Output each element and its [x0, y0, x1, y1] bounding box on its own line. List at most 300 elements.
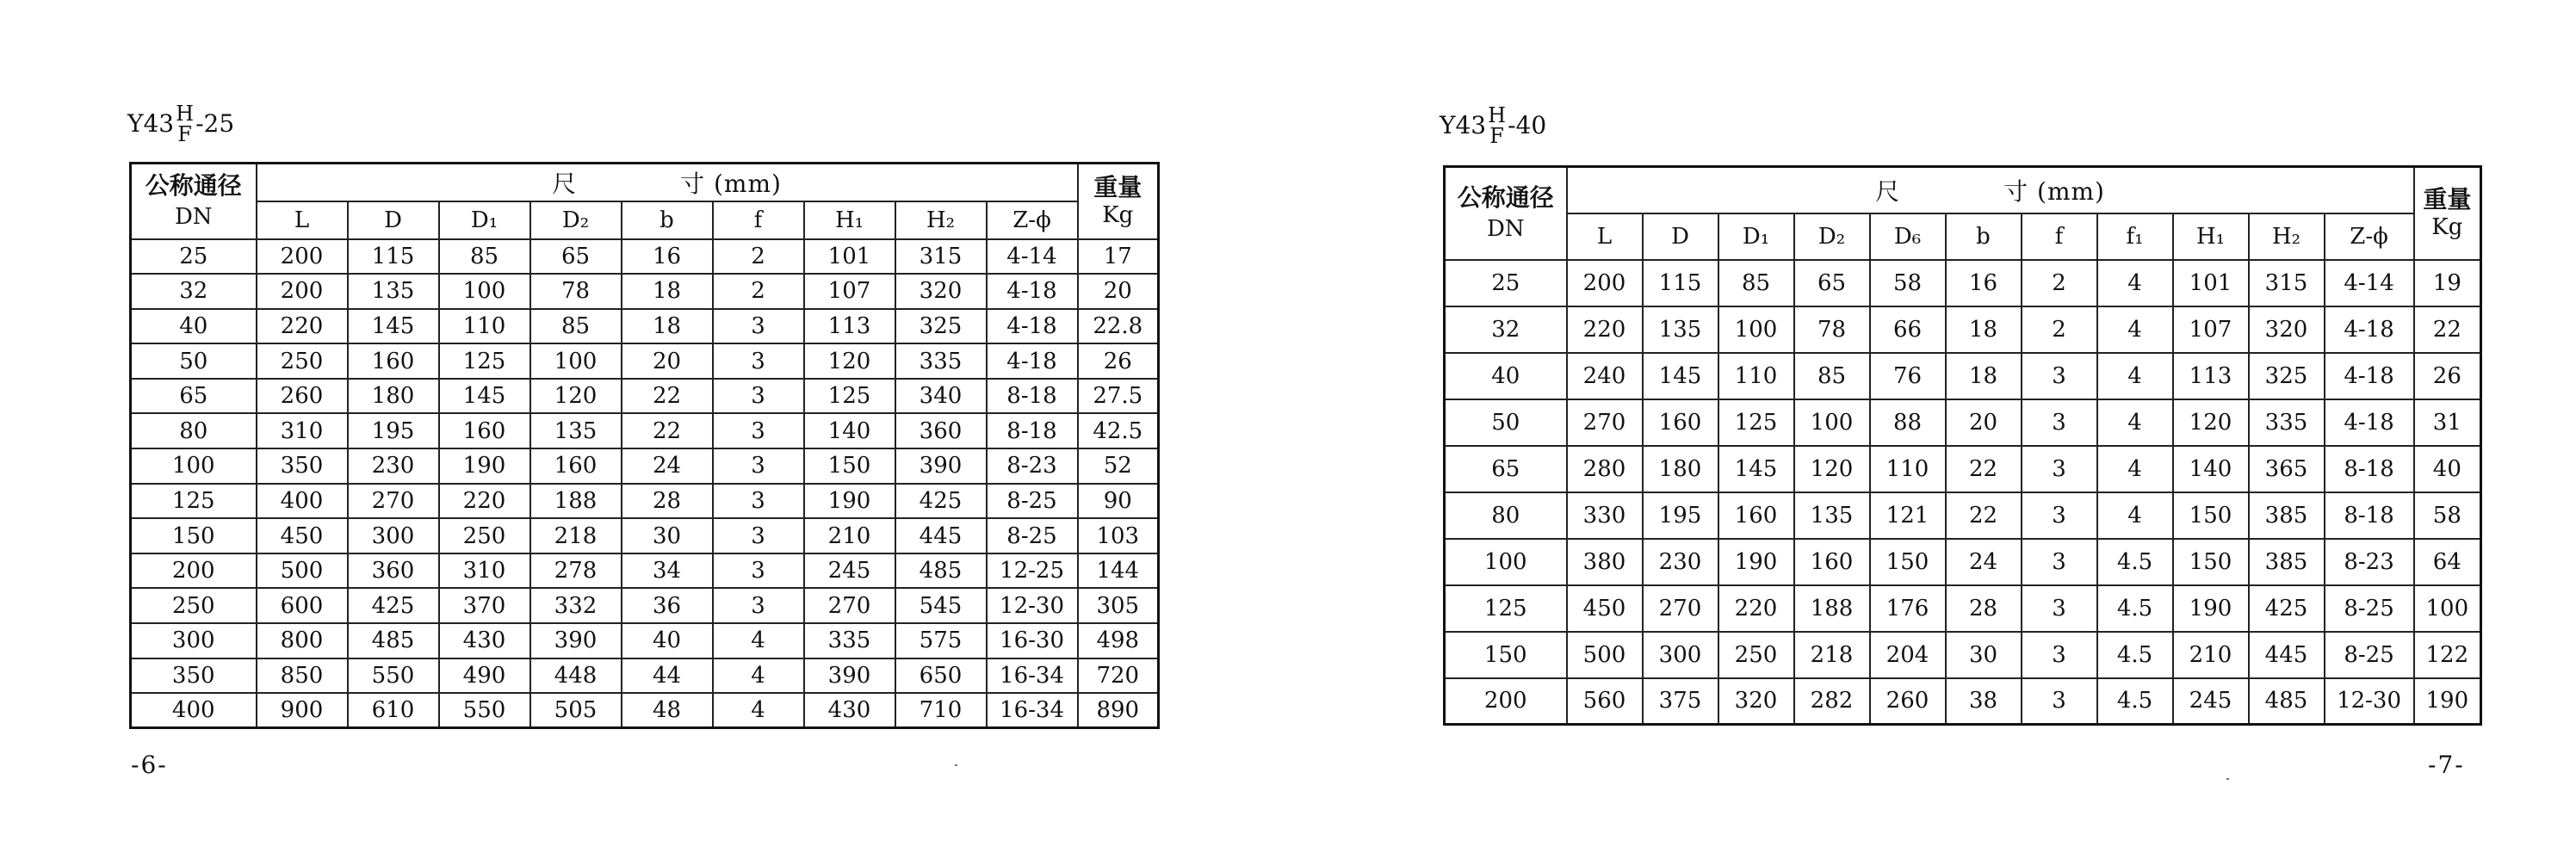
table-cell: 100: [1794, 399, 1870, 446]
right-header-row-2: [1445, 213, 2481, 260]
table-row: [131, 518, 1159, 553]
table-cell: 120: [804, 343, 895, 379]
table-cell: 200: [257, 239, 348, 275]
table-cell: 20: [1078, 274, 1159, 309]
left-model-title: [127, 103, 234, 145]
table-cell: 500: [257, 553, 348, 589]
table-cell: 150: [2173, 539, 2249, 585]
table-cell: 4: [2097, 353, 2173, 399]
table-cell: 101: [2173, 260, 2249, 306]
left-model-sub: F: [177, 122, 192, 146]
table-cell: 188: [530, 484, 622, 519]
right-table-body: [1445, 260, 2481, 725]
table-cell: 4: [713, 693, 804, 728]
table-row: [131, 379, 1159, 414]
table-cell: 8-18: [987, 379, 1078, 414]
table-cell: 12-25: [987, 553, 1078, 589]
table-cell: 485: [895, 553, 987, 589]
table-row: [131, 413, 1159, 448]
table-cell: 230: [348, 448, 439, 484]
table-cell: 320: [1718, 678, 1794, 725]
table-cell: 110: [1718, 353, 1794, 399]
table-cell: 2: [2022, 260, 2097, 306]
table-cell: 445: [2249, 632, 2325, 678]
table-cell: 140: [2173, 446, 2249, 492]
table-cell: 8-18: [987, 413, 1078, 448]
table-cell: 385: [2249, 492, 2325, 539]
table-cell: 8-25: [2325, 585, 2414, 632]
table-cell: 80: [1445, 492, 1567, 539]
table-cell: 4: [713, 658, 804, 694]
table-cell: 3: [713, 309, 804, 344]
table-cell: 850: [257, 658, 348, 694]
table-cell: 22: [622, 379, 713, 414]
table-cell: 250: [439, 518, 530, 553]
table-cell: 78: [1794, 306, 1870, 353]
table-cell: 370: [439, 588, 530, 623]
left-dn-header: [131, 164, 257, 239]
table-cell: 58: [2414, 492, 2481, 539]
table-cell: 245: [804, 553, 895, 589]
table-cell: 240: [1567, 353, 1643, 399]
table-cell: 430: [804, 693, 895, 728]
right-dn-header-label: DN: [1486, 216, 1525, 243]
table-cell: 125: [439, 343, 530, 379]
table-cell: 220: [1718, 585, 1794, 632]
right-col-header: H₁: [2173, 213, 2249, 260]
table-cell: 16: [622, 239, 713, 275]
right-dn-header-cn: 公称通径: [1457, 183, 1554, 213]
table-cell: 3: [2022, 399, 2097, 446]
left-weight-header-unit: Kg: [1102, 202, 1134, 229]
table-cell: 160: [1643, 399, 1718, 446]
left-dn-header-cn: 公称通径: [145, 171, 242, 201]
table-cell: 135: [530, 413, 622, 448]
table-cell: 4.5: [2097, 678, 2173, 725]
table-row: [131, 658, 1159, 694]
table-cell: 140: [804, 413, 895, 448]
table-cell: 8-25: [2325, 632, 2414, 678]
table-cell: 145: [348, 309, 439, 344]
table-row: [131, 588, 1159, 623]
table-cell: 90: [1078, 484, 1159, 519]
right-model-suffix: -40: [1508, 111, 1547, 139]
table-cell: 4-14: [2325, 260, 2414, 306]
table-row: [131, 693, 1159, 728]
table-cell: 250: [1718, 632, 1794, 678]
table-cell: 320: [895, 274, 987, 309]
table-cell: 650: [895, 658, 987, 694]
right-col-header: Z-ϕ: [2325, 213, 2414, 260]
table-row: [131, 309, 1159, 344]
table-cell: 300: [1643, 632, 1718, 678]
table-row: [1445, 399, 2481, 446]
right-col-header: D: [1643, 213, 1718, 260]
table-cell: 135: [1643, 306, 1718, 353]
table-cell: 66: [1870, 306, 1946, 353]
right-col-header: L: [1567, 213, 1643, 260]
table-cell: 900: [257, 693, 348, 728]
table-cell: 500: [1567, 632, 1643, 678]
table-row: [131, 274, 1159, 309]
table-cell: 300: [131, 623, 257, 658]
table-cell: 332: [530, 588, 622, 623]
table-cell: 260: [1870, 678, 1946, 725]
table-cell: 4: [713, 623, 804, 658]
table-cell: 350: [257, 448, 348, 484]
table-cell: 2: [713, 274, 804, 309]
table-cell: 4-18: [2325, 306, 2414, 353]
right-dimension-cn2: 寸: [2003, 176, 2029, 206]
table-row: [1445, 492, 2481, 539]
table-cell: 18: [1946, 353, 2022, 399]
table-cell: 188: [1794, 585, 1870, 632]
table-cell: 220: [1567, 306, 1643, 353]
table-cell: 4: [2097, 492, 2173, 539]
table-cell: 3: [2022, 446, 2097, 492]
table-cell: 22.8: [1078, 309, 1159, 344]
left-page-speck: [955, 764, 957, 766]
table-cell: 498: [1078, 623, 1159, 658]
left-dn-header-label: DN: [174, 204, 213, 231]
table-cell: 16-30: [987, 623, 1078, 658]
table-cell: 125: [1718, 399, 1794, 446]
table-cell: 220: [257, 309, 348, 344]
table-cell: 505: [530, 693, 622, 728]
table-cell: 100: [2414, 585, 2481, 632]
table-cell: 270: [348, 484, 439, 519]
table-cell: 30: [622, 518, 713, 553]
table-cell: 26: [2414, 353, 2481, 399]
table-cell: 335: [804, 623, 895, 658]
table-cell: 180: [1643, 446, 1718, 492]
table-cell: 42.5: [1078, 413, 1159, 448]
table-row: [131, 343, 1159, 379]
table-cell: 425: [895, 484, 987, 519]
table-cell: 195: [348, 413, 439, 448]
table-cell: 380: [1567, 539, 1643, 585]
table-cell: 3: [713, 553, 804, 589]
table-cell: 38: [1946, 678, 2022, 725]
table-cell: 31: [2414, 399, 2481, 446]
table-cell: 58: [1870, 260, 1946, 306]
table-cell: 350: [131, 658, 257, 694]
table-cell: 22: [1946, 492, 2022, 539]
table-row: [1445, 446, 2481, 492]
table-cell: 450: [1567, 585, 1643, 632]
table-cell: 270: [1643, 585, 1718, 632]
table-cell: 8-25: [987, 518, 1078, 553]
table-cell: 450: [257, 518, 348, 553]
table-row: [1445, 353, 2481, 399]
right-weight-header: [2414, 167, 2481, 260]
table-cell: 12-30: [987, 588, 1078, 623]
table-cell: 160: [1718, 492, 1794, 539]
left-weight-header-cn: 重量: [1093, 173, 1142, 202]
table-cell: 190: [1718, 539, 1794, 585]
table-cell: 125: [1445, 585, 1567, 632]
table-row: [1445, 585, 2481, 632]
table-cell: 145: [439, 379, 530, 414]
table-cell: 121: [1870, 492, 1946, 539]
table-cell: 720: [1078, 658, 1159, 694]
table-cell: 325: [895, 309, 987, 344]
table-cell: 320: [2249, 306, 2325, 353]
table-cell: 36: [622, 588, 713, 623]
table-cell: 245: [2173, 678, 2249, 725]
left-col-header: D₂: [530, 201, 622, 239]
left-col-header: Z-ϕ: [987, 201, 1078, 239]
table-cell: 3: [2022, 539, 2097, 585]
table-cell: 210: [804, 518, 895, 553]
right-model-fraction: [1488, 105, 1506, 146]
table-cell: 280: [1567, 446, 1643, 492]
table-cell: 17: [1078, 239, 1159, 275]
table-cell: 270: [1567, 399, 1643, 446]
table-cell: 485: [2249, 678, 2325, 725]
table-cell: 8-23: [987, 448, 1078, 484]
table-cell: 360: [348, 553, 439, 589]
table-cell: 107: [2173, 306, 2249, 353]
left-dimension-cn2: 寸: [680, 169, 706, 198]
table-cell: 32: [131, 274, 257, 309]
table-cell: 40: [622, 623, 713, 658]
table-cell: 230: [1643, 539, 1718, 585]
left-dimension-unit: (mm): [714, 169, 782, 198]
table-cell: 3: [2022, 678, 2097, 725]
table-cell: 85: [1718, 260, 1794, 306]
table-cell: 3: [713, 343, 804, 379]
table-cell: 101: [804, 239, 895, 275]
table-cell: 278: [530, 553, 622, 589]
table-cell: 335: [895, 343, 987, 379]
table-cell: 2: [2022, 306, 2097, 353]
table-cell: 195: [1643, 492, 1718, 539]
table-cell: 48: [622, 693, 713, 728]
table-cell: 25: [131, 239, 257, 275]
table-cell: 110: [439, 309, 530, 344]
table-cell: 120: [1794, 446, 1870, 492]
table-cell: 545: [895, 588, 987, 623]
table-cell: 425: [2249, 585, 2325, 632]
table-cell: 8-25: [987, 484, 1078, 519]
table-cell: 22: [2414, 306, 2481, 353]
table-cell: 445: [895, 518, 987, 553]
table-cell: 550: [348, 658, 439, 694]
right-col-header: D₂: [1794, 213, 1870, 260]
table-cell: 190: [2173, 585, 2249, 632]
table-cell: 210: [2173, 632, 2249, 678]
table-cell: 150: [2173, 492, 2249, 539]
table-cell: 3: [713, 413, 804, 448]
table-cell: 22: [622, 413, 713, 448]
table-row: [1445, 306, 2481, 353]
table-cell: 315: [895, 239, 987, 275]
table-cell: 120: [2173, 399, 2249, 446]
table-cell: 425: [348, 588, 439, 623]
table-cell: 190: [2414, 678, 2481, 725]
table-cell: 4.5: [2097, 585, 2173, 632]
table-cell: 400: [131, 693, 257, 728]
table-cell: 44: [622, 658, 713, 694]
right-col-header: f₁: [2097, 213, 2173, 260]
table-cell: 40: [2414, 446, 2481, 492]
left-header-row-1: [131, 164, 1159, 201]
table-cell: 4.5: [2097, 539, 2173, 585]
table-cell: 310: [439, 553, 530, 589]
left-col-header: L: [257, 201, 348, 239]
table-row: [131, 448, 1159, 484]
table-cell: 18: [1946, 306, 2022, 353]
table-cell: 4: [2097, 446, 2173, 492]
right-col-header: f: [2022, 213, 2097, 260]
table-cell: 390: [804, 658, 895, 694]
table-cell: 24: [622, 448, 713, 484]
right-weight-header-cn: 重量: [2423, 185, 2472, 214]
table-cell: 150: [804, 448, 895, 484]
table-cell: 150: [1870, 539, 1946, 585]
table-cell: 144: [1078, 553, 1159, 589]
right-header-row-1: [1445, 167, 2481, 213]
table-cell: 160: [439, 413, 530, 448]
table-cell: 8-18: [2325, 446, 2414, 492]
table-cell: 125: [131, 484, 257, 519]
table-cell: 4: [2097, 260, 2173, 306]
table-cell: 85: [530, 309, 622, 344]
table-cell: 330: [1567, 492, 1643, 539]
table-cell: 65: [1445, 446, 1567, 492]
left-col-header: f: [713, 201, 804, 239]
table-cell: 160: [1794, 539, 1870, 585]
left-weight-header: [1078, 164, 1159, 239]
left-model-fraction: [176, 103, 194, 145]
table-cell: 3: [713, 518, 804, 553]
table-cell: 125: [804, 379, 895, 414]
table-cell: 4.5: [2097, 632, 2173, 678]
table-cell: 4-18: [987, 274, 1078, 309]
table-cell: 80: [131, 413, 257, 448]
table-row: [131, 239, 1159, 275]
table-cell: 190: [439, 448, 530, 484]
left-col-header: H₁: [804, 201, 895, 239]
table-cell: 40: [131, 309, 257, 344]
table-cell: 16-34: [987, 658, 1078, 694]
table-row: [1445, 260, 2481, 306]
right-model-prefix: Y43: [1440, 111, 1487, 139]
table-cell: 120: [530, 379, 622, 414]
table-cell: 800: [257, 623, 348, 658]
table-cell: 85: [439, 239, 530, 275]
table-cell: 52: [1078, 448, 1159, 484]
table-cell: 375: [1643, 678, 1718, 725]
table-cell: 100: [439, 274, 530, 309]
table-cell: 160: [348, 343, 439, 379]
table-cell: 122: [2414, 632, 2481, 678]
table-cell: 340: [895, 379, 987, 414]
table-cell: 4-18: [2325, 399, 2414, 446]
left-page-number: -6-: [131, 751, 168, 779]
table-cell: 3: [713, 379, 804, 414]
table-cell: 28: [1946, 585, 2022, 632]
table-cell: 3: [713, 588, 804, 623]
table-cell: 270: [804, 588, 895, 623]
table-cell: 176: [1870, 585, 1946, 632]
right-spec-table: [1443, 165, 2482, 726]
right-dn-header: [1445, 167, 1567, 260]
left-col-header: H₂: [895, 201, 987, 239]
table-cell: 100: [530, 343, 622, 379]
table-cell: 12-30: [2325, 678, 2414, 725]
right-col-header: D₁: [1718, 213, 1794, 260]
table-cell: 76: [1870, 353, 1946, 399]
table-cell: 365: [2249, 446, 2325, 492]
left-col-header: D: [348, 201, 439, 239]
table-cell: 325: [2249, 353, 2325, 399]
table-cell: 135: [1794, 492, 1870, 539]
right-dimension-unit: (mm): [2037, 176, 2105, 206]
table-cell: 64: [2414, 539, 2481, 585]
table-cell: 160: [530, 448, 622, 484]
left-dimension-header: [257, 164, 1078, 201]
right-dimension-header: [1567, 167, 2414, 213]
table-cell: 100: [1718, 306, 1794, 353]
table-cell: 88: [1870, 399, 1946, 446]
table-cell: 200: [131, 553, 257, 589]
table-cell: 18: [622, 309, 713, 344]
table-row: [1445, 539, 2481, 585]
table-cell: 16-34: [987, 693, 1078, 728]
table-cell: 20: [1946, 399, 2022, 446]
table-cell: 610: [348, 693, 439, 728]
right-dimension-cn: 尺: [1875, 176, 1901, 206]
table-cell: 135: [348, 274, 439, 309]
table-row: [131, 484, 1159, 519]
table-cell: 115: [348, 239, 439, 275]
left-dimension-cn: 尺: [552, 169, 578, 198]
right-col-header: b: [1946, 213, 2022, 260]
table-cell: 390: [895, 448, 987, 484]
table-cell: 113: [2173, 353, 2249, 399]
table-cell: 110: [1870, 446, 1946, 492]
table-cell: 550: [439, 693, 530, 728]
table-cell: 100: [1445, 539, 1567, 585]
table-cell: 32: [1445, 306, 1567, 353]
table-cell: 100: [131, 448, 257, 484]
table-cell: 145: [1643, 353, 1718, 399]
table-cell: 310: [257, 413, 348, 448]
table-cell: 4: [2097, 399, 2173, 446]
table-cell: 600: [257, 588, 348, 623]
right-weight-header-unit: Kg: [2431, 214, 2463, 241]
table-cell: 218: [1794, 632, 1870, 678]
table-cell: 40: [1445, 353, 1567, 399]
table-cell: 335: [2249, 399, 2325, 446]
table-cell: 3: [2022, 492, 2097, 539]
table-cell: 50: [1445, 399, 1567, 446]
table-cell: 113: [804, 309, 895, 344]
table-cell: 4: [2097, 306, 2173, 353]
table-cell: 560: [1567, 678, 1643, 725]
table-cell: 2: [713, 239, 804, 275]
table-cell: 890: [1078, 693, 1159, 728]
table-cell: 25: [1445, 260, 1567, 306]
table-cell: 204: [1870, 632, 1946, 678]
table-cell: 315: [2249, 260, 2325, 306]
table-cell: 190: [804, 484, 895, 519]
table-cell: 19: [2414, 260, 2481, 306]
table-row: [1445, 678, 2481, 725]
table-cell: 3: [2022, 585, 2097, 632]
